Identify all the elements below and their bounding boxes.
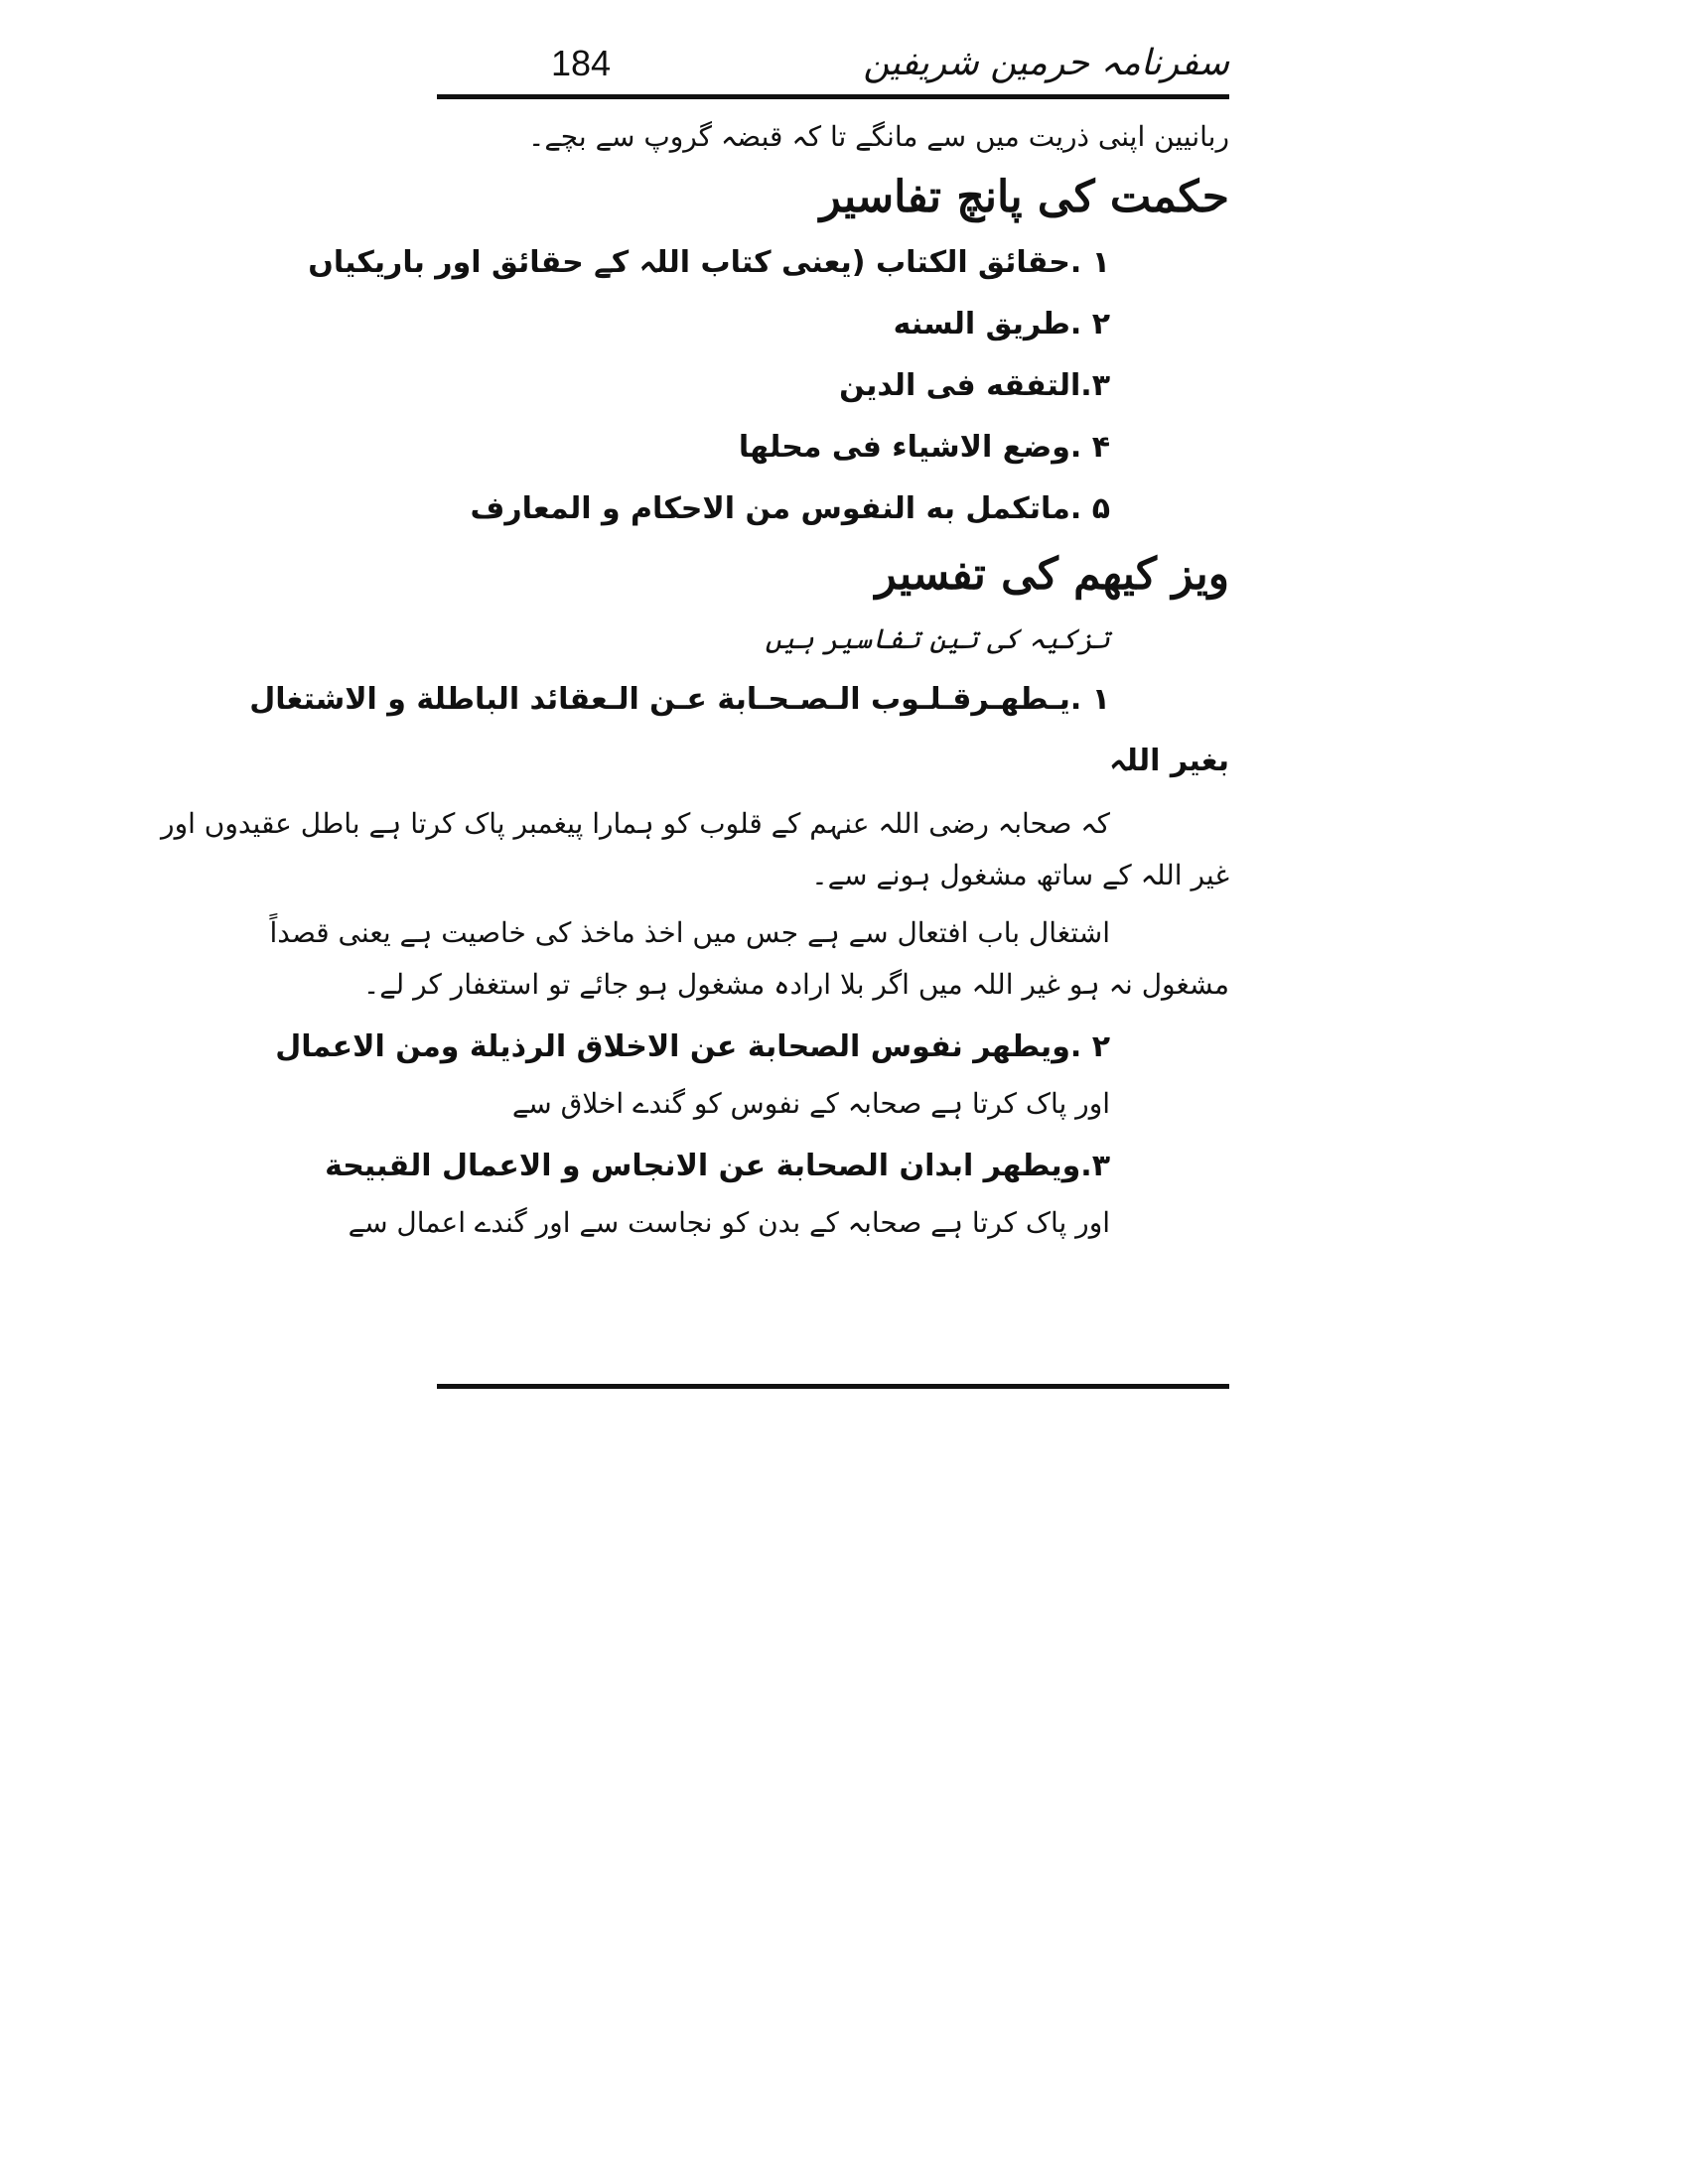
tazkiya-item-3-urdu: اور پاک کرتا ہے صحابہ کے بدن کو نجاست سے اور گندے اعمال سے <box>348 1206 1110 1239</box>
tazkiya-item-1-arabic-continuation: بغیر اللہ <box>1109 744 1229 778</box>
tazkiya-subheading: تزکیہ کی تین تفاسیر ہیں <box>765 622 1110 655</box>
footer-rule <box>437 1384 1229 1389</box>
header-rule <box>437 94 1229 99</box>
note-line-1: اشتغال باب افتعال سے ہے جس میں اخذ ماخذ کی خاصیت ہے یعنی قصداً <box>269 916 1110 949</box>
tazkiya-item-2-urdu: اور پاک کرتا ہے صحابہ کے نفوس کو گندے اخلاق سے <box>511 1087 1110 1120</box>
hikmat-item-4: ۴ .وضع الاشیاء فی محلها <box>738 430 1110 465</box>
tazkiya-item-2-arabic: ۲ .ویطهر نفوس الصحابة عن الاخلاق الرذیلة ومن الاعمال <box>275 1029 1110 1064</box>
tazkiya-item-3-arabic: ۳.ویطهر ابدان الصحابة عن الانجاس و الاعمال القبیحة <box>325 1149 1110 1183</box>
hikmat-item-5: ۵ .ماتکمل به النفوس من الاحکام و المعارف <box>470 491 1110 526</box>
hikmat-item-2: ۲ .طریق السنه <box>893 307 1110 341</box>
note-line-2: مشغول نہ ہو غیر اللہ میں اگر بلا ارادہ مشغول ہو جائے تو استغفار کر لے۔ <box>362 968 1229 1001</box>
tazkiya-item-1-urdu: کہ صحابہ رضی اللہ عنہم کے قلوب کو ہمارا پیغمبر پاک کرتا ہے باطل عقیدوں اور <box>161 807 1110 840</box>
hikmat-item-1: ۱ .حقائق الکتاب (یعنی کتاب اللہ کے حقائق اور باریکیاں <box>308 245 1110 280</box>
intro-line: ربانیین اپنی ذریت میں سے مانگے تا کہ قبضہ گروپ سے بچے۔ <box>527 120 1229 153</box>
section-heading-tazkiya: ویز کیهم کی تفسیر <box>875 549 1229 600</box>
page-body <box>161 111 1229 1249</box>
book-title: سفرنامہ حرمین شریفین <box>863 43 1229 83</box>
tazkiya-item-1-arabic: ۱ .یـطهـرقـلـوب الـصـحـابة عـن الـعقائد الباطلة و الاشتغال <box>249 682 1110 717</box>
page-number: 184 <box>551 43 612 83</box>
tazkiya-item-1-urdu-continuation: غیر اللہ کے ساتھ مشغول ہونے سے۔ <box>811 859 1229 891</box>
section-heading-hikmat: حکمت کی پانچ تفاسیر <box>819 172 1229 222</box>
hikmat-item-3: ۳.التفقه فی الدین <box>839 368 1110 403</box>
